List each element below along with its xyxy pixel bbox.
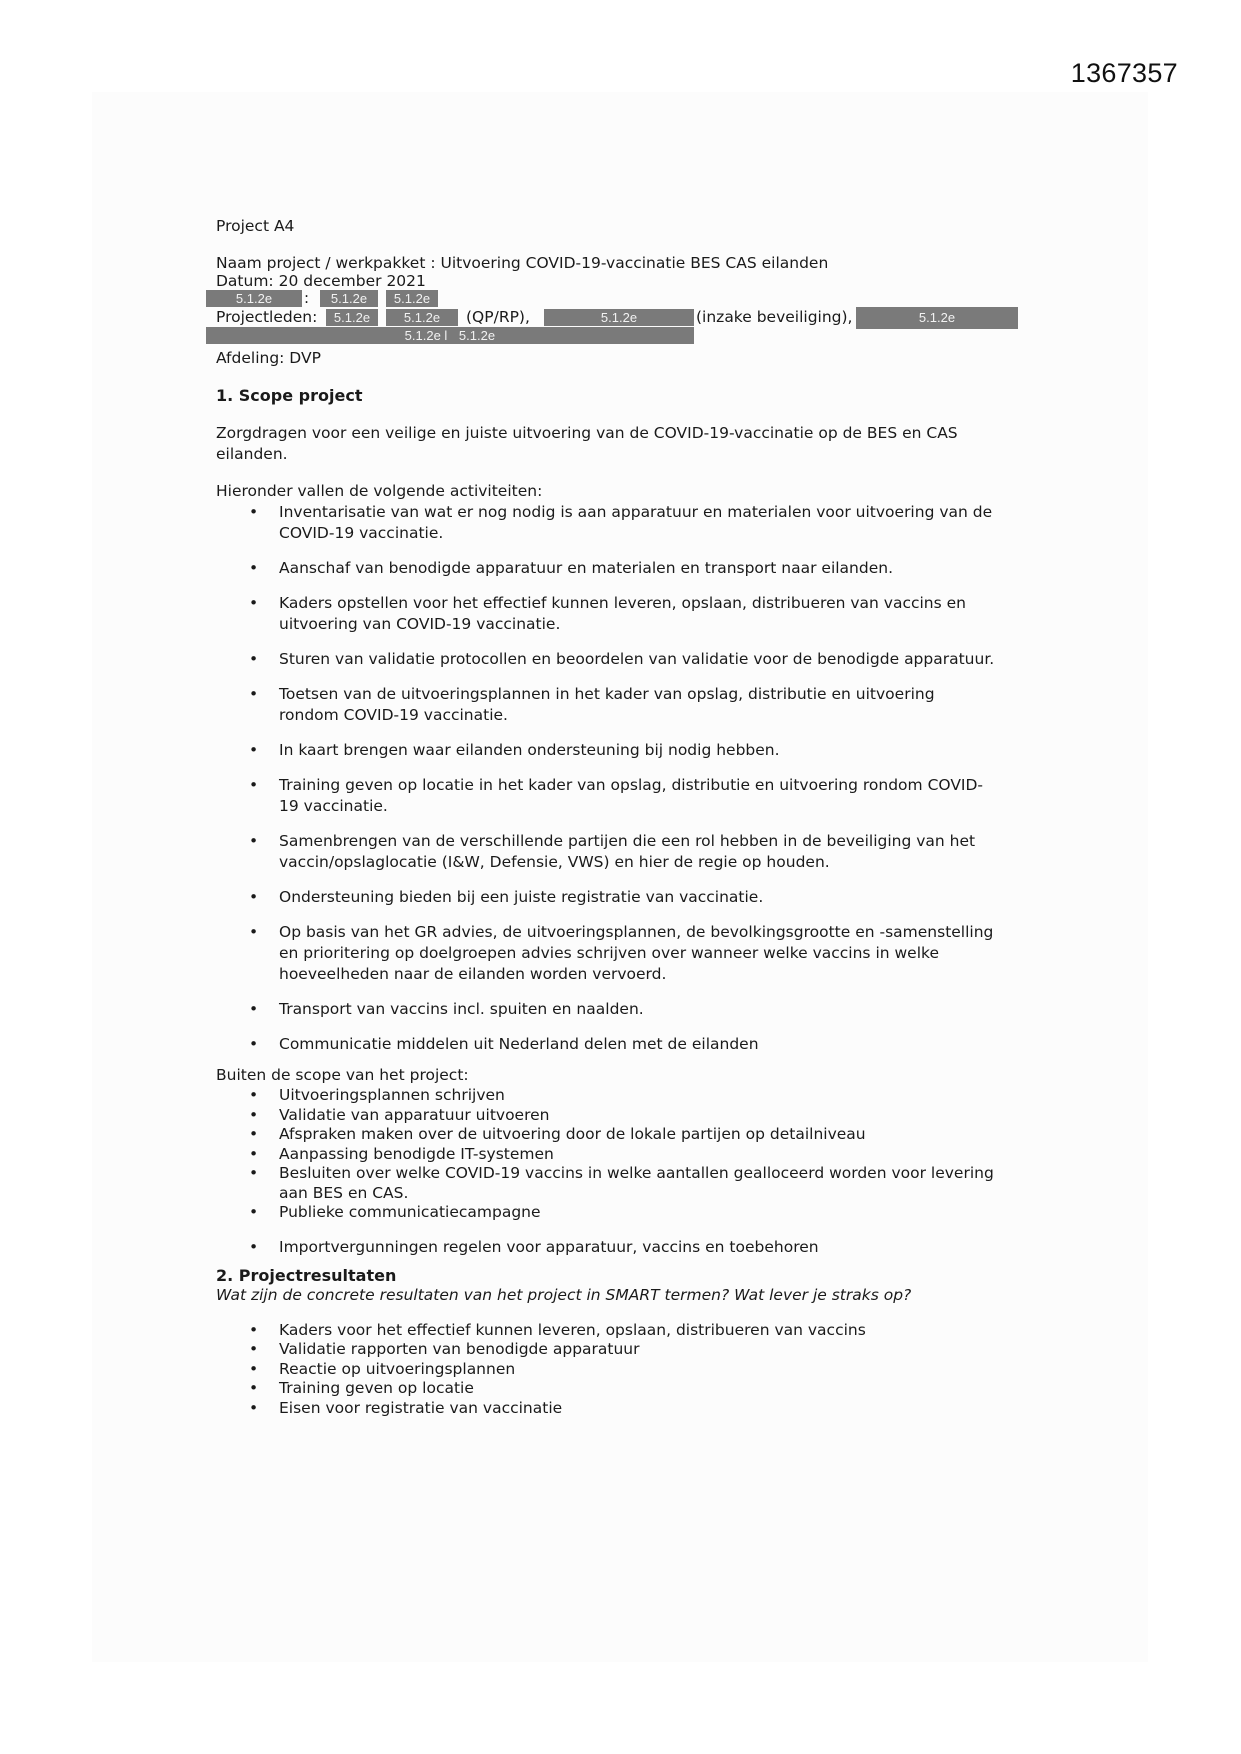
list-item: [216, 1125, 1036, 1145]
list-item: [216, 558, 1036, 579]
list-item-text: Kaders opstellen voor het effectief kunnen leveren, opslaan, distribueren van vaccins en: [279, 594, 966, 612]
list-item-text: Inventarisatie van wat er nog nodig is aan apparatuur en materialen voor uitvoering van de: [279, 503, 993, 521]
redaction-box: 5.1.2e: [386, 309, 458, 326]
list-item: [216, 1340, 1036, 1360]
bullet-icon: •: [249, 1340, 259, 1358]
redaction-box: 5.1.2e: [386, 290, 438, 307]
list-item-text: Eisen voor registratie van vaccinatie: [279, 1398, 563, 1417]
bullet-icon: •: [249, 1320, 259, 1339]
bullet-icon: •: [249, 594, 259, 612]
list-item: [216, 1321, 1036, 1341]
role-qp-rp: (QP/RP),: [466, 308, 530, 326]
project-label: Project A4: [216, 217, 295, 235]
redaction-box: 5.1.2e: [326, 309, 378, 326]
list-item-text: rondom COVID-19 vaccinatie.: [279, 706, 508, 724]
colon-separator: :: [304, 289, 310, 307]
list-item-text: aan BES en CAS.: [279, 1183, 409, 1202]
section-title-results: 2. Projectresultaten: [216, 1265, 397, 1285]
list-item-text: vaccin/opslaglocatie (I&W, Defensie, VWS) en hier de regie op houden.: [279, 853, 830, 871]
bullet-icon: •: [249, 1125, 259, 1143]
list-item: [216, 593, 1036, 635]
out-of-scope-heading: Buiten de scope van het project:: [216, 1066, 469, 1084]
list-item-text: Op basis van het GR advies, de uitvoeringsplannen, de bevolkingsgrootte en -samenstelling: [279, 923, 994, 941]
bullet-icon: •: [249, 559, 259, 577]
list-item-text: Validatie rapporten van benodigde apparatuur: [279, 1340, 640, 1358]
bullet-icon: •: [249, 1164, 259, 1182]
bullet-icon: •: [249, 1086, 259, 1104]
list-item-text: Training geven op locatie in het kader van opslag, distributie en uitvoering rondom COVID-: [279, 776, 984, 794]
list-item-text: Validatie van apparatuur uitvoeren: [279, 1105, 550, 1124]
list-item-text: Transport van vaccins incl. spuiten en naalden.: [279, 1000, 644, 1018]
list-item-text: Uitvoeringsplannen schrijven: [279, 1086, 505, 1104]
list-item: [216, 1106, 1036, 1126]
list-item-text: Publieke communicatiecampagne: [279, 1203, 541, 1221]
scope-intro-line: eilanden.: [216, 445, 288, 463]
list-item-text: Communicatie middelen uit Nederland delen met de eilanden: [279, 1035, 759, 1053]
bullet-icon: •: [249, 923, 259, 941]
list-item: [216, 1360, 1036, 1380]
project-members: [216, 290, 1036, 348]
results-list: [216, 1321, 1036, 1419]
list-item: [216, 1379, 1036, 1399]
list-item: [216, 1164, 1036, 1203]
list-item-text: Training geven op locatie: [279, 1379, 474, 1397]
activities-list: [216, 502, 1036, 1055]
bullet-icon: •: [249, 776, 259, 794]
redaction-box: 5.1.2e: [206, 290, 302, 307]
list-item-text: Aanpassing benodigde IT-systemen: [279, 1144, 554, 1163]
bullet-icon: •: [249, 1398, 259, 1417]
project-date: Datum: 20 december 2021: [216, 272, 426, 290]
list-item: [216, 922, 1036, 985]
department: Afdeling: DVP: [216, 349, 321, 367]
list-item: [216, 1203, 1036, 1223]
list-item-text: In kaart brengen waar eilanden ondersteuning bij nodig hebben.: [279, 741, 780, 759]
list-item-text: COVID-19 vaccinatie.: [279, 524, 444, 542]
list-item: [216, 1399, 1036, 1419]
section-title-scope: 1. Scope project: [216, 386, 363, 405]
list-item-text: Besluiten over welke COVID-19 vaccins in welke aantallen gealloceerd worden voor levering: [279, 1164, 994, 1182]
bullet-icon: •: [249, 1359, 259, 1378]
bullet-icon: •: [249, 1379, 259, 1397]
redaction-box: 5.1.2e: [544, 309, 694, 326]
list-item-text: Kaders voor het effectief kunnen leveren, opslaan, distribueren van vaccins: [279, 1320, 866, 1339]
list-item: [216, 1145, 1036, 1165]
redaction-code: 5.1.2e l: [404, 328, 448, 343]
out-of-scope-extra-list: [216, 1237, 1036, 1258]
redaction-code: 5.1.2e: [458, 328, 496, 343]
document-number: 1367357: [1070, 58, 1178, 88]
list-item: [216, 831, 1036, 873]
members-label: Projectleden:: [216, 308, 318, 326]
list-item-text: Ondersteuning bieden bij een juiste registratie van vaccinatie.: [279, 888, 764, 906]
list-item: [216, 775, 1036, 817]
role-security: (inzake beveiliging),: [696, 308, 853, 326]
bullet-icon: •: [249, 685, 259, 703]
redaction-box: 5.1.2e: [320, 290, 378, 307]
out-of-scope-list: [216, 1086, 1036, 1223]
list-item: [216, 1034, 1036, 1055]
bullet-icon: •: [249, 1144, 259, 1163]
project-name: Naam project / werkpakket : Uitvoering COVID-19-vaccinatie BES CAS eilanden: [216, 254, 829, 272]
list-item-text: Aanschaf van benodigde apparatuur en materialen en transport naar eilanden.: [279, 559, 894, 577]
results-subtitle: Wat zijn de concrete resultaten van het project in SMART termen? Wat lever je straks op?: [216, 1285, 912, 1304]
bullet-icon: •: [249, 1000, 259, 1018]
list-item: [216, 502, 1036, 544]
bullet-icon: •: [249, 1237, 259, 1256]
list-item-text: 19 vaccinatie.: [279, 797, 388, 815]
list-item: [216, 887, 1036, 908]
list-item-text: hoeveelheden naar de eilanden worden vervoerd.: [279, 965, 667, 983]
bullet-icon: •: [249, 503, 259, 521]
document-body: [216, 216, 1036, 1418]
bullet-icon: •: [249, 832, 259, 850]
list-item-text: en prioritering op doelgroepen advies schrijven over wanneer welke vaccins in welke: [279, 944, 939, 962]
bullet-icon: •: [249, 1203, 259, 1221]
list-item: [216, 1237, 1036, 1258]
bullet-icon: •: [249, 650, 259, 668]
bullet-icon: •: [249, 888, 259, 906]
list-item: [216, 740, 1036, 761]
list-item-text: uitvoering van COVID-19 vaccinatie.: [279, 615, 561, 633]
list-item-text: Importvergunningen regelen voor apparatuur, vaccins en toebehoren: [279, 1237, 819, 1256]
activities-heading: Hieronder vallen de volgende activiteiten:: [216, 482, 543, 500]
list-item-text: Samenbrengen van de verschillende partijen die een rol hebben in de beveiliging van het: [279, 832, 976, 850]
list-item: [216, 649, 1036, 670]
list-item: [216, 1086, 1036, 1106]
scope-intro-line: Zorgdragen voor een veilige en juiste uitvoering van de COVID-19-vaccinatie op de BES en CAS: [216, 424, 958, 442]
bullet-icon: •: [249, 1035, 259, 1053]
bullet-icon: •: [249, 741, 259, 759]
bullet-icon: •: [249, 1105, 259, 1124]
list-item: [216, 684, 1036, 726]
list-item: [216, 999, 1036, 1020]
list-item-text: Toetsen van de uitvoeringsplannen in het kader van opslag, distributie en uitvoering: [279, 685, 935, 703]
list-item-text: Reactie op uitvoeringsplannen: [279, 1359, 516, 1378]
list-item-text: Afspraken maken over de uitvoering door de lokale partijen op detailniveau: [279, 1125, 866, 1143]
list-item-text: Sturen van validatie protocollen en beoordelen van validatie voor de benodigde apparatuur.: [279, 650, 995, 668]
redaction-box: 5.1.2e: [856, 307, 1018, 329]
